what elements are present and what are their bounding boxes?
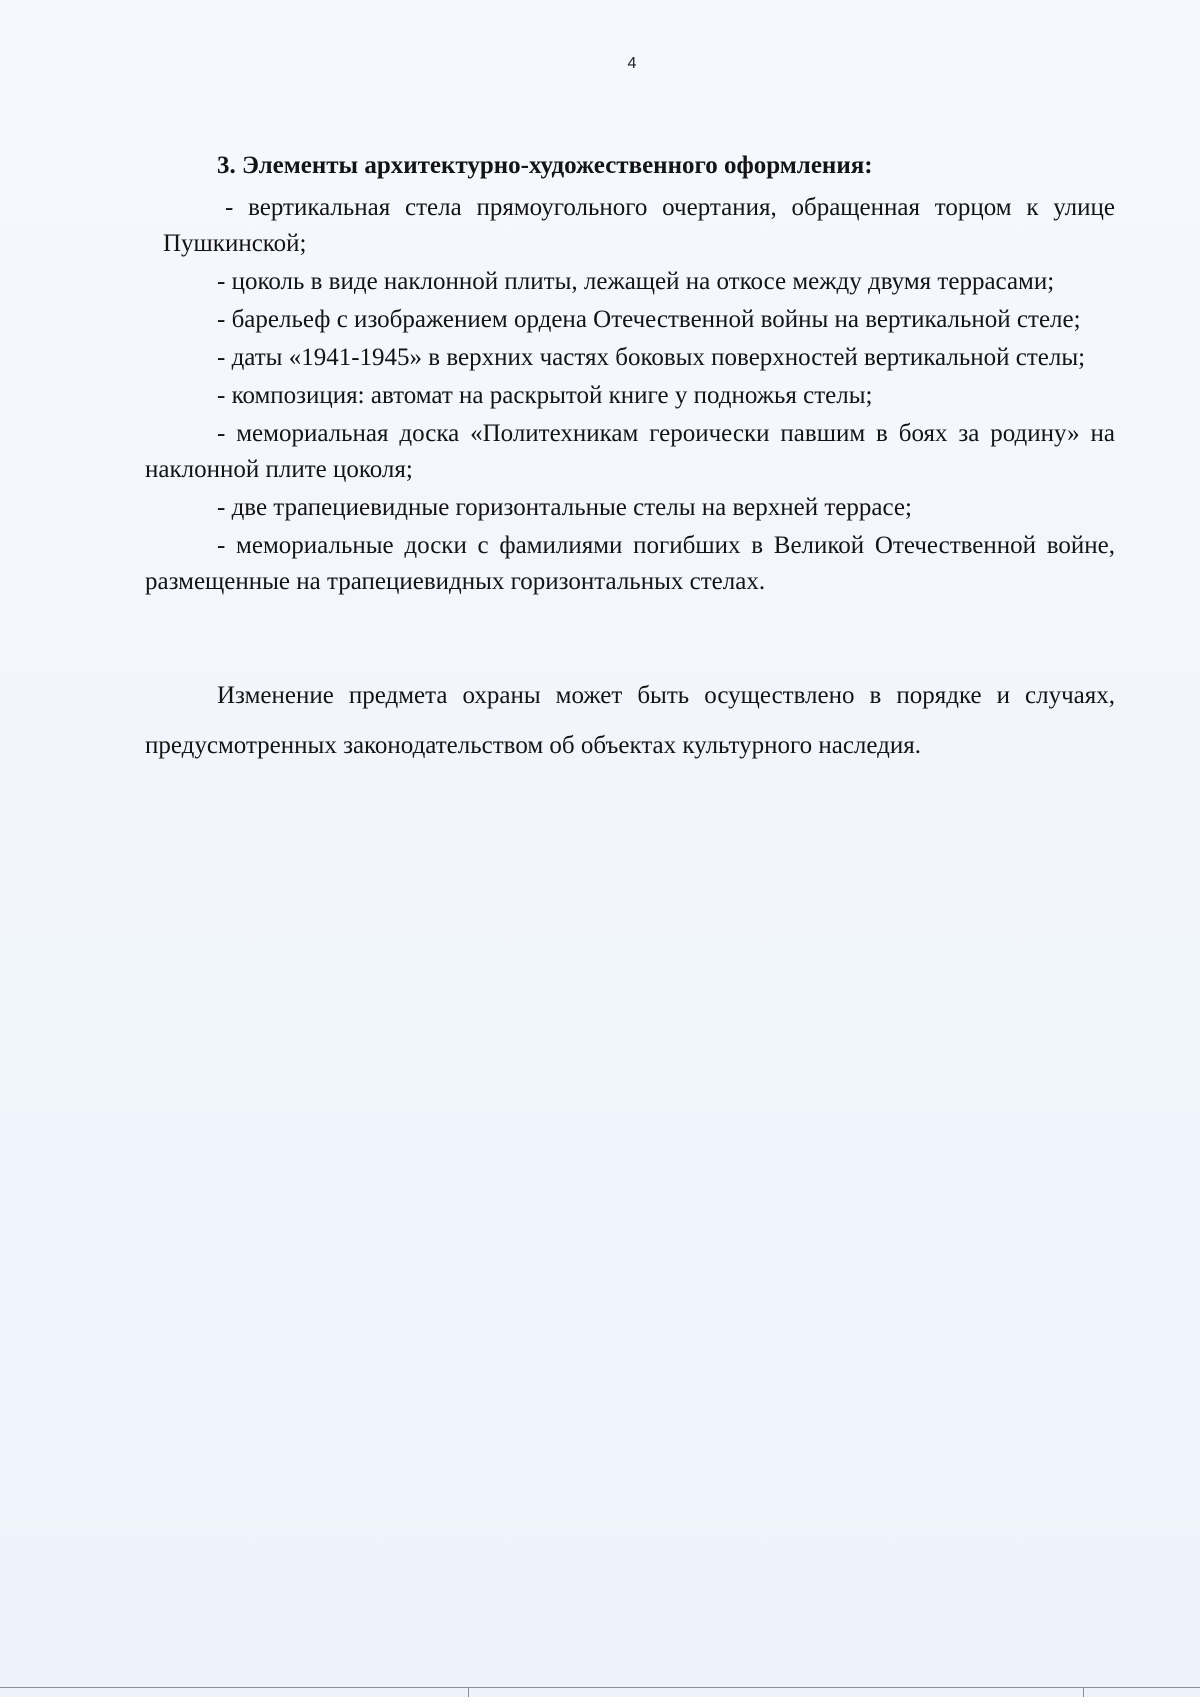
list-item: - две трапециевидные горизонтальные стелы на верхней террасе; (217, 494, 912, 521)
list-item: - мемориальные доски с фамилиями погибших в Великой Отечественной войне, размещенные на трапециевидных горизонтальных стелах. (145, 532, 1115, 595)
list-item: - цоколь в виде наклонной плиты, лежащей на откосе между двумя террасами; (217, 268, 1055, 295)
document-body (145, 148, 1115, 796)
scan-edge-mark (1083, 1688, 1084, 1697)
list-item: - даты «1941-1945» в верхних частях боковых поверхностей вертикальной стелы; (217, 344, 1086, 371)
scan-bottom-edge (0, 1687, 1200, 1688)
list-item: - вертикальная стела прямоугольного очертания, обращенная торцом к улице Пушкинской; (163, 194, 1115, 257)
list-item: - мемориальная доска «Политехникам героически павшим в боях за родину» на наклонной плите цоколя; (145, 420, 1115, 483)
section-heading: 3. Элементы архитектурно-художественного оформления: (217, 152, 873, 179)
page-number: 4 (627, 55, 637, 72)
scan-edge-mark (468, 1688, 469, 1697)
list-item: - барельеф с изображением ордена Отечественной войны на вертикальной стеле; (217, 306, 1081, 333)
list-item: - композиция: автомат на раскрытой книге у подножья стелы; (217, 382, 873, 409)
closing-paragraph: Изменение предмета охраны может быть осуществлено в порядке и случаях, предусмотренных законодательством об объектах культурного наследия. (145, 682, 1115, 759)
